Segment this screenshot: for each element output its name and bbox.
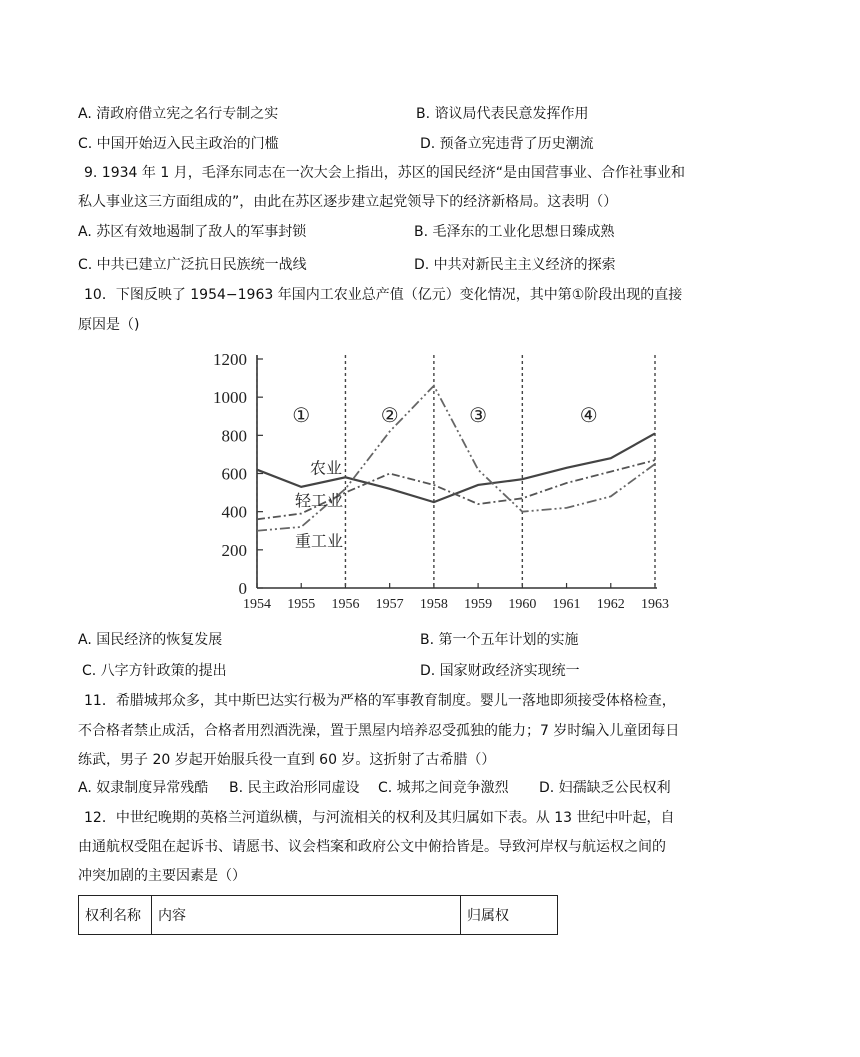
series-label: 重工业 [295, 533, 344, 551]
q10-stem-line-1: 10．下图反映了 1954−1963 年国内工农业总产值（亿元）变化情况，其中第①阶段出现的直接 [84, 287, 683, 303]
q9-stem-line-2: 私人事业这三方面组成的”，由此在苏区逐步建立起党领导下的经济新格局。这表明（） [78, 194, 618, 210]
header-content: 内容 [152, 896, 461, 935]
x-tick-label: 1958 [419, 597, 448, 612]
q11-option-c: C. 城邦之间竞争激烈 [378, 780, 509, 796]
q8-option-a: A. 清政府借立宪之名行专制之实 [78, 106, 279, 122]
q9-option-a: A. 苏区有效地遏制了敌人的军事封锁 [78, 224, 307, 240]
x-tick-label: 1961 [552, 597, 581, 612]
stage-label: ④ [579, 404, 598, 427]
q11-option-b: B. 民主政治形同虚设 [229, 780, 360, 796]
x-tick-label: 1960 [508, 597, 537, 612]
y-tick-label: 400 [221, 502, 247, 522]
q10-option-a: A. 国民经济的恢复发展 [78, 632, 223, 648]
q8-option-d: D. 预备立宪违背了历史潮流 [420, 136, 594, 152]
q12-stem-line-2: 由通航权受阻在起诉书、请愿书、议会档案和政府公文中俯拾皆是。导致河岸权与航运权之间的 [78, 839, 666, 855]
x-tick-label: 1955 [287, 597, 316, 612]
x-tick-label: 1954 [243, 597, 271, 612]
stage-label: ① [292, 404, 311, 427]
q9-stem-line-1: 9. 1934 年 1 月，毛泽东同志在一次大会上指出，苏区的国民经济“是由国营事业、合作社事业和 [84, 165, 685, 181]
x-tick-label: 1957 [375, 597, 404, 612]
header-ownership: 归属权 [461, 896, 558, 935]
q11-option-a: A. 奴隶制度异常残酷 [78, 780, 209, 796]
q11-stem-line-3: 练武，男子 20 岁起开始服兵役一直到 60 岁。这折射了古希腊（） [78, 752, 496, 768]
q9-option-c: C. 中共已建立广泛抗日民族统一战线 [78, 257, 307, 273]
q10-option-c: C. 八字方针政策的提出 [82, 663, 227, 679]
x-tick-label: 1959 [464, 597, 493, 612]
x-tick-label: 1963 [641, 597, 669, 612]
q12-stem-line-1: 12．中世纪晚期的英格兰河道纵横，与河流相关的权利及其归属如下表。从 13 世纪中叶起，自 [84, 810, 675, 826]
q8-option-b: B. 谘议局代表民意发挥作用 [416, 106, 589, 122]
y-tick-label: 600 [221, 464, 247, 484]
series-label: 轻工业 [295, 492, 344, 510]
q11-stem-line-2: 不合格者禁止成活，合格者用烈酒洗澡，置于黑屋内培养忍受孤独的能力；7 岁时编入儿童团每日 [78, 723, 680, 739]
q10-stem-line-2: 原因是（) [78, 317, 140, 333]
q12-stem-line-3: 冲突加剧的主要因素是（） [78, 868, 246, 884]
y-tick-label: 1200 [213, 350, 247, 369]
q10-option-d: D. 国家财政经济实现统一 [420, 663, 580, 679]
y-tick-label: 800 [221, 426, 247, 446]
q11-stem-line-1: 11．希腊城邦众多，其中斯巴达实行极为严格的军事教育制度。婴儿一落地即须接受体格检查， [84, 693, 676, 709]
y-tick-label: 1000 [213, 388, 247, 408]
header-right-name: 权利名称 [79, 896, 152, 935]
x-tick-label: 1962 [596, 597, 625, 612]
x-tick-label: 1956 [331, 597, 360, 612]
series-label: 农业 [310, 460, 343, 478]
q10-option-b: B. 第一个五年计划的实施 [420, 632, 579, 648]
q11-option-d: D. 妇孺缺乏公民权利 [539, 780, 671, 796]
q8-option-c: C. 中国开始迈入民主政治的门槛 [78, 136, 279, 152]
stage-label: ③ [469, 404, 488, 427]
y-tick-label: 200 [221, 540, 247, 560]
stage-label: ② [380, 404, 399, 427]
production-value-chart [185, 345, 675, 615]
q9-option-b: B. 毛泽东的工业化思想日臻成熟 [414, 224, 615, 240]
q9-option-d: D. 中共对新民主主义经济的探索 [414, 257, 616, 273]
y-tick-label: 0 [238, 579, 247, 598]
rights-table [78, 895, 558, 935]
table-header-row [79, 896, 558, 935]
